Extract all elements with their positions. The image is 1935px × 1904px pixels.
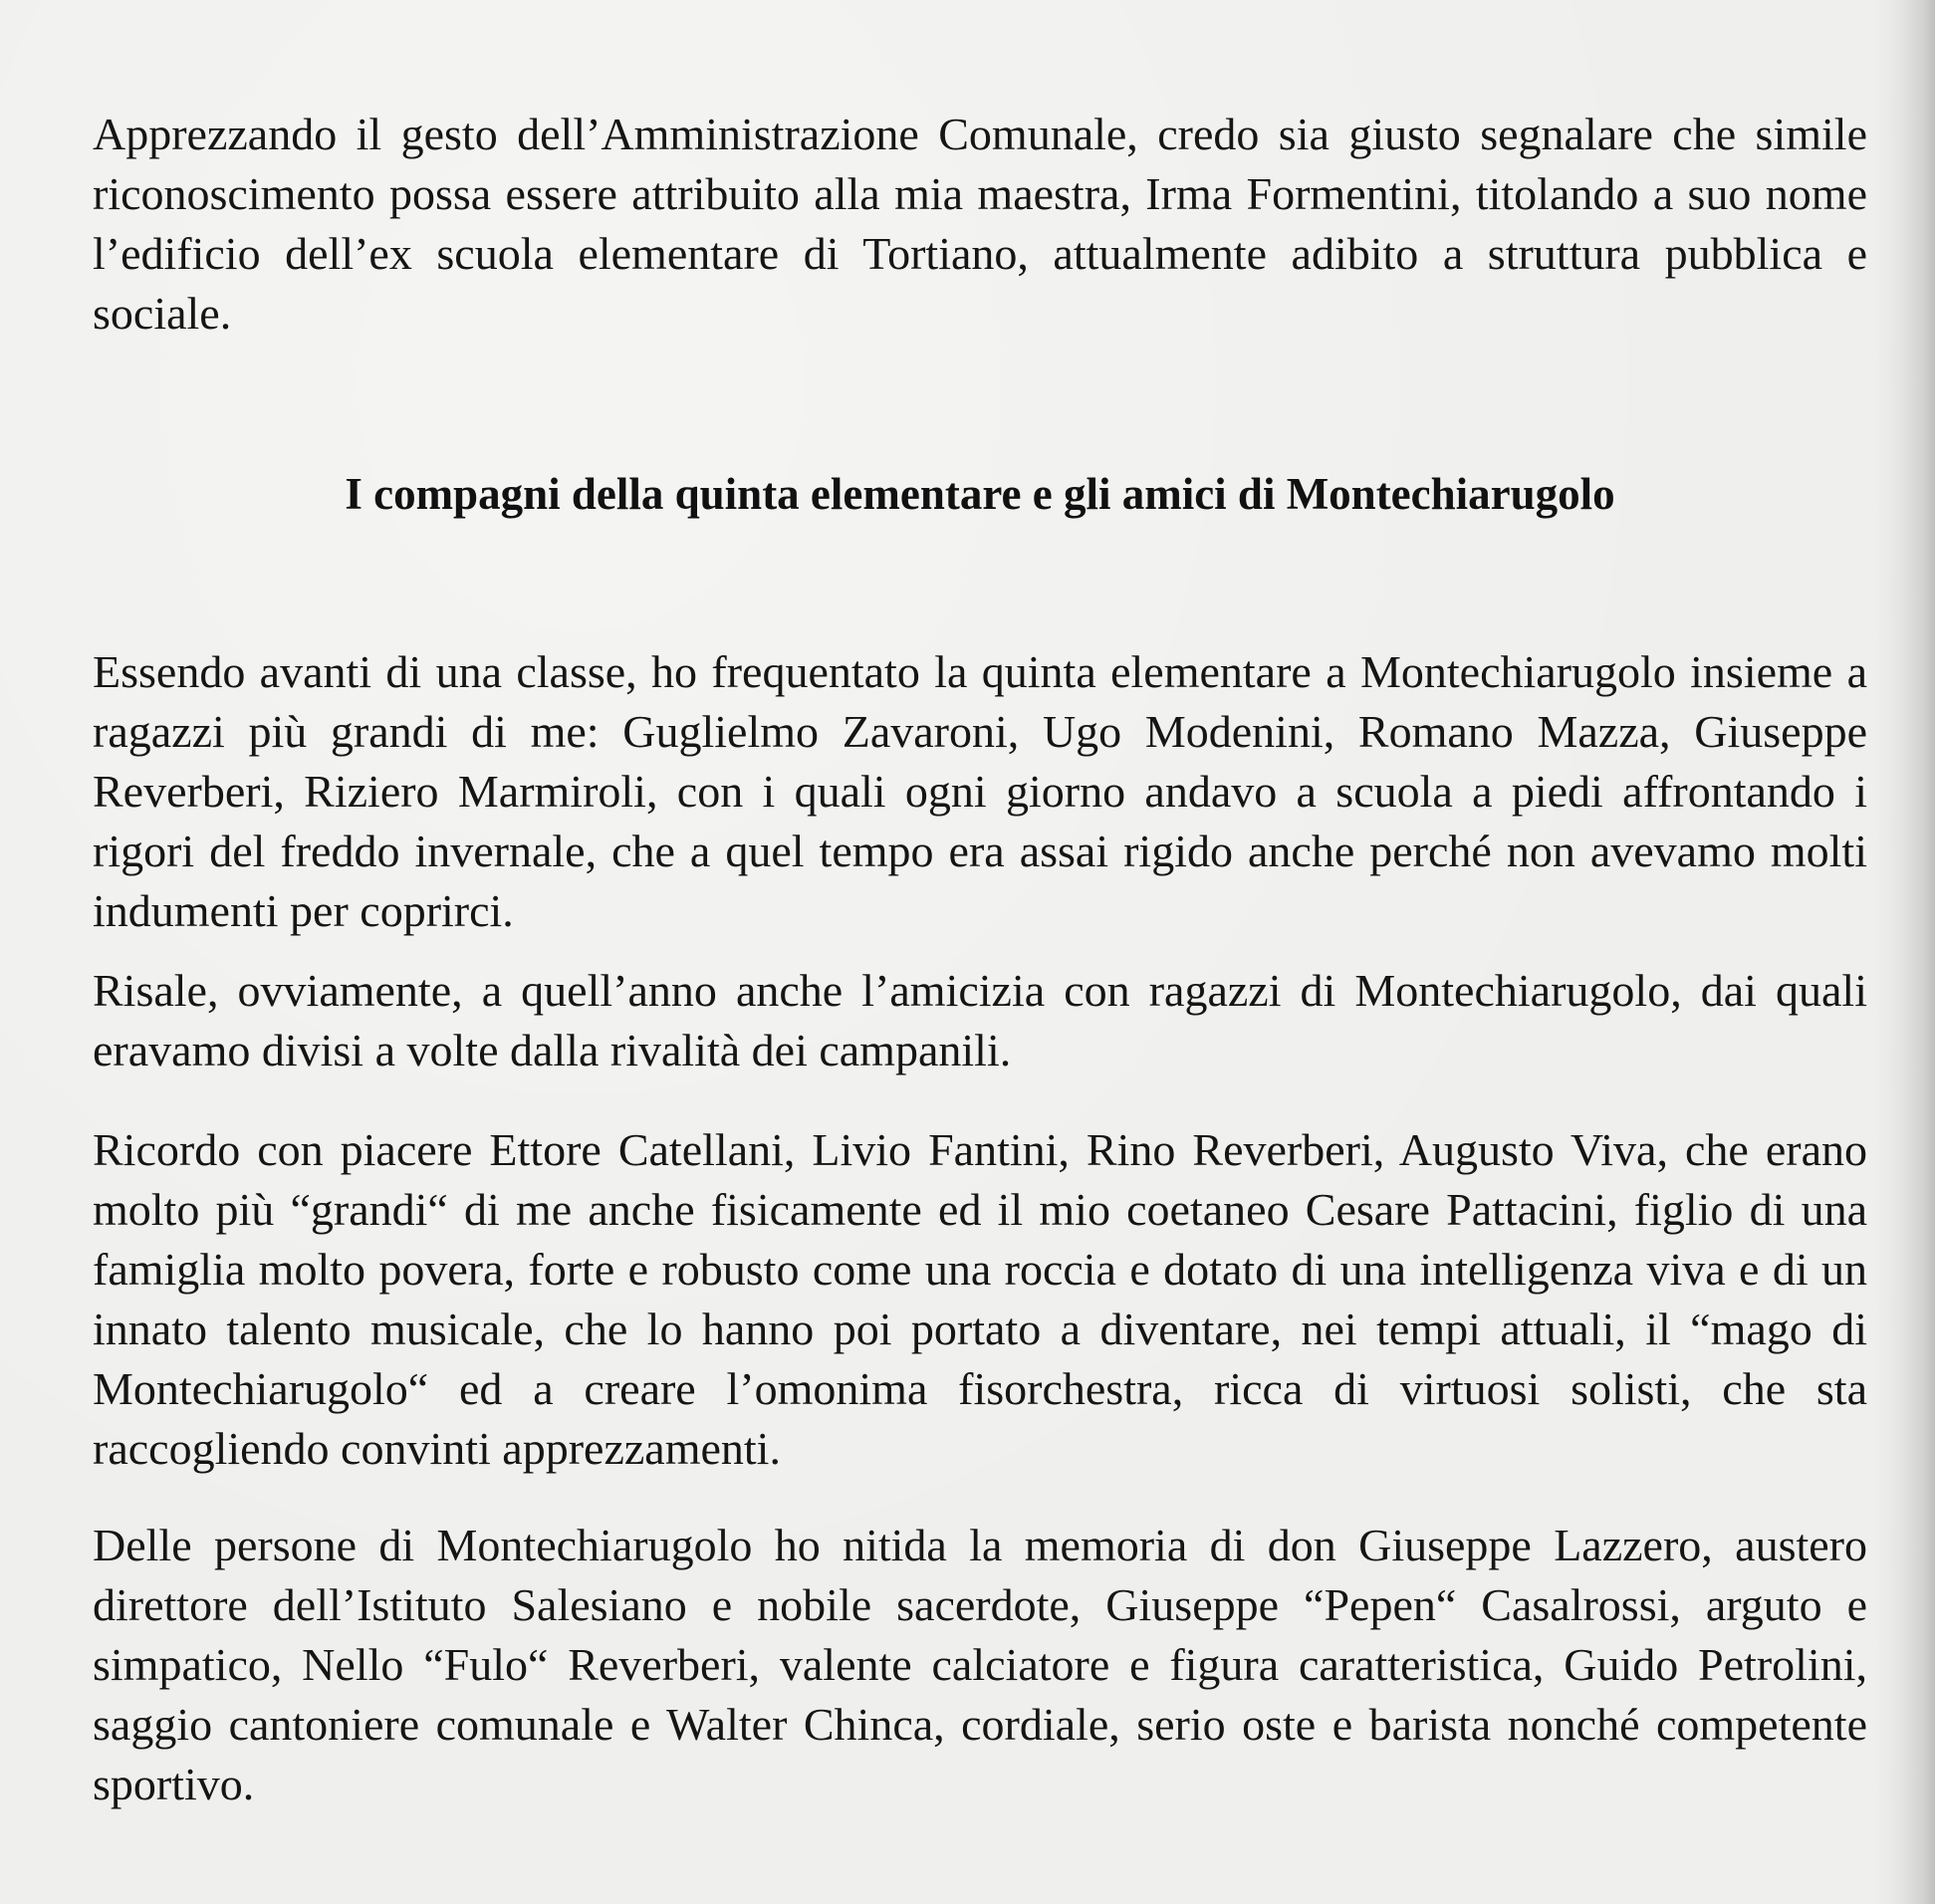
section-heading: I compagni della quinta elementare e gli amici di Montechiarugolo (345, 469, 1615, 519)
paragraph-people: Delle persone di Montechiarugolo ho nitida la memoria di don Giuseppe Lazzero, austero direttore dell’Istituto Salesiano e nobile sacerdote, Giuseppe “Pepen“ Casalrossi, arguto e simpatico, Nello “Fulo“ Reverberi, valente calciatore e figura caratteristica, Guido Petrolini, saggio cantoniere comunale e Walter Chinca, cordiale, serio oste e barista nonché competente sportivo. (93, 1520, 1867, 1809)
paragraph-memories: Ricordo con piacere Ettore Catellani, Livio Fantini, Rino Reverberi, Augusto Viva, che erano molto più “grandi“ di me anche fisicamente ed il mio coetaneo Cesare Pattacini, figlio di una famiglia molto povera, forte e robusto come una roccia e dotato di una intelligenza viva e di un innato talento musicale, che lo hanno poi portato a diventare, nei tempi attuali, il “mago di Montechiarugolo“ ed a creare l’omonima fisorchestra, ricca di virtuosi solisti, che sta raccogliendo convinti apprezzamenti. (93, 1124, 1867, 1474)
paragraph-friendship: Risale, ovviamente, a quell’anno anche l’amicizia con ragazzi di Montechiarugolo, dai quali eravamo divisi a volte dalla rivalità dei campanili. (93, 965, 1867, 1075)
paragraph-intro: Apprezzando il gesto dell’Amministrazione Comunale, credo sia giusto segnalare che simile riconoscimento possa essere attribuito alla mia maestra, Irma Formentini, titolando a suo nome l’edificio dell’ex scuola elementare di Tortiano, attualmente adibito a struttura pubblica e sociale. (93, 109, 1867, 339)
paragraph-classmates: Essendo avanti di una classe, ho frequentato la quinta elementare a Montechiarugolo insieme a ragazzi più grandi di me: Guglielmo Zavaroni, Ugo Modenini, Romano Mazza, Giuseppe Reverberi, Riziero Marmiroli, con i quali ogni giorno andavo a scuola a piedi affrontando i rigori del freddo invernale, che a quel tempo era assai rigido anche perché non avevamo molti indumenti per coprirci. (93, 646, 1867, 936)
page-edge-shadow (1875, 0, 1935, 1904)
